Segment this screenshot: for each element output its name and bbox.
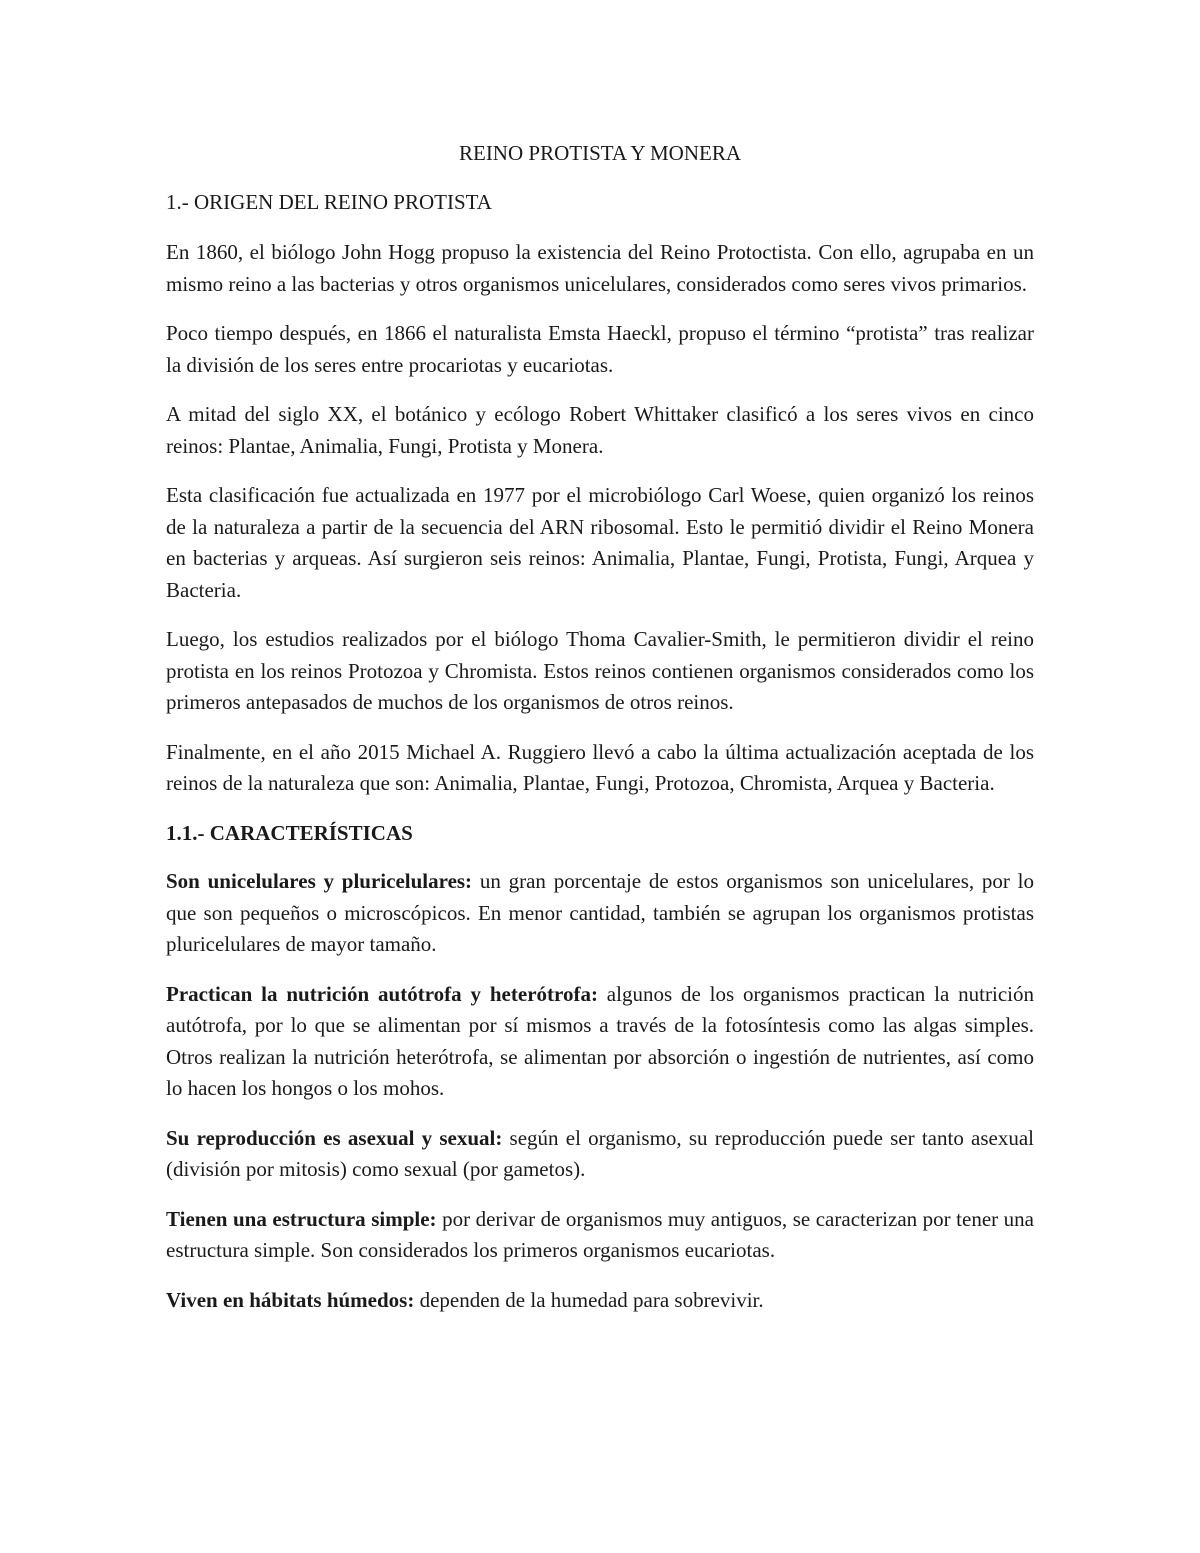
paragraph: En 1860, el biólogo John Hogg propuso la existencia del Reino Protoctista. Con ello, agrupaba en un mismo reino a las bacterias y otros organismos unicelulares, considerados como seres vivos primarios. [166, 240, 1034, 296]
paragraph: Esta clasificación fue actualizada en 1977 por el microbiólogo Carl Woese, quien organizó los reinos de la naturaleza a partir de la secuencia del ARN ribosomal. Esto le permitió dividir el Reino Monera en bacterias y arqueas. Así surgieron seis reinos: Animalia, Plantae, Fungi, Protista, Fungi, Arquea y Bacteria. [166, 483, 1034, 602]
paragraph: A mitad del siglo XX, el botánico y ecólogo Robert Whittaker clasificó a los seres vivos en cinco reinos: Plantae, Animalia, Fungi, Protista y Monera. [166, 402, 1034, 458]
section-heading-origen: 1.- ORIGEN DEL REINO PROTISTA [166, 189, 492, 214]
section-heading-caracteristicas: 1.1.- CARACTERÍSTICAS [166, 820, 413, 845]
characteristic-text: dependen de la humedad para sobrevivir. [414, 1287, 764, 1312]
document-title: REINO PROTISTA Y MONERA [458, 141, 742, 165]
characteristic-term: Practican la nutrición autótrofa y heterótrofa: [166, 981, 598, 1006]
characteristic-item [166, 1204, 1034, 1267]
characteristic-item [166, 866, 1034, 961]
paragraph: Poco tiempo después, en 1866 el naturalista Emsta Haeckl, propuso el término “protista” tras realizar la división de los seres entre procariotas y eucariotas. [166, 321, 1034, 377]
characteristic-term: Son unicelulares y pluricelulares: [166, 869, 473, 893]
characteristic-text: por derivar de organismos muy antiguos, se caracterizan por tener una estructura simple. Son considerados los primeros organismos eucariotas. [166, 1206, 1035, 1262]
characteristic-term: Tienen una estructura simple: [166, 1206, 437, 1231]
characteristic-text: según el organismo, su reproducción puede ser tanto asexual (división por mitosis) como sexual (por gametos). [166, 1125, 1034, 1181]
characteristic-term: Viven en hábitats húmedos: [166, 1287, 415, 1312]
characteristic-item [166, 979, 1034, 1105]
characteristic-item [166, 1123, 1034, 1186]
paragraph: Finalmente, en el año 2015 Michael A. Ruggiero llevó a cabo la última actualización aceptada de los reinos de la naturaleza que son: Animalia, Plantae, Fungi, Protozoa, Chromista, Arquea y Bacteria. [166, 739, 1034, 795]
characteristic-item [166, 1285, 1034, 1317]
characteristic-text: algunos de los organismos practican la nutrición autótrofa, por lo que se alimentan por sí mismos a través de la fotosíntesis como las algas simples. Otros realizan la nutrición heterótrofa, se alimentan por absorción o ingestión de nutrientes, así como lo hacen los hongos o los mohos. [166, 981, 1034, 1100]
paragraph: Luego, los estudios realizados por el biólogo Thoma Cavalier-Smith, le permitieron dividir el reino protista en los reinos Protozoa y Chromista. Estos reinos contienen organismos considerados como los primeros antepasados de muchos de los organismos de otros reinos. [166, 627, 1034, 714]
document-body [166, 138, 1034, 1316]
characteristic-term: Su reproducción es asexual y sexual: [166, 1125, 503, 1150]
characteristic-text: un gran porcentaje de estos organismos son unicelulares, por lo que son pequeños o microscópicos. En menor cantidad, también se agrupan los organismos protistas pluricelulares de mayor tamaño. [166, 869, 1034, 956]
